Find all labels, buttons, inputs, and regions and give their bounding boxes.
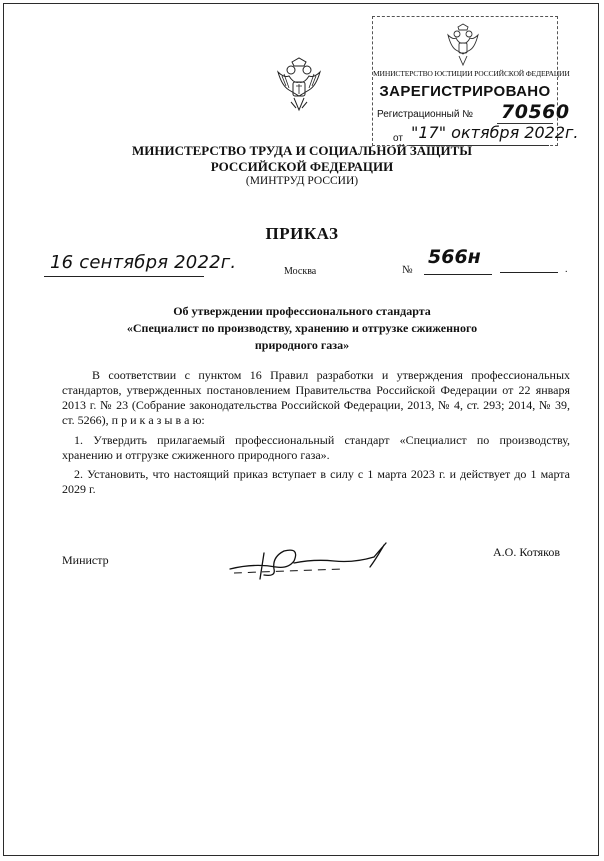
order-tail-line: [500, 272, 558, 273]
doc-title-line1: Об утверждении профессионального стандарта: [173, 304, 431, 318]
order-city: Москва: [284, 266, 317, 277]
registration-stamp: [372, 16, 579, 146]
doc-title-line2: «Специалист по производству, хранению и отгрузке сжиженного: [126, 321, 478, 335]
stamp-registered-text: ЗАРЕГИСТРИРОВАНО: [379, 83, 551, 100]
signature-icon: [224, 533, 404, 581]
stamp-date-label: от: [393, 133, 403, 144]
doc-title-line3: природного газа»: [254, 338, 350, 352]
order-date-handwritten: 16 сентября 2022г.: [50, 252, 237, 273]
stamp-date-value: "17" октября 2022г.: [411, 123, 579, 142]
ministry-short-name: (МИНТРУД РОССИИ): [245, 175, 359, 187]
stamp-reg-number: 70560: [501, 101, 570, 123]
document-type-heading: ПРИКАЗ: [265, 224, 339, 243]
stamp-reg-label: Регистрационный №: [377, 109, 473, 120]
order-number-handwritten: 566н: [428, 246, 481, 268]
ministry-name-line1: МИНИСТЕРСТВО ТРУДА И СОЦИАЛЬНОЙ ЗАЩИТЫ: [131, 143, 473, 158]
body-paragraph-1: 1. Утвердить прилагаемый профессиональный стандарт «Специалист по производству, хранению и отгрузке сжиженного природного газа».: [62, 433, 570, 462]
order-tail-dot: .: [565, 264, 568, 275]
ministry-name-line2: РОССИЙСКОЙ ФЕДЕРАЦИИ: [210, 159, 394, 174]
stamp-ministry-text: МИНИСТЕРСТВО ЮСТИЦИИ РОССИЙСКОЙ ФЕДЕРАЦИИ: [373, 69, 570, 78]
stamp-coat-of-arms-icon: [445, 23, 481, 69]
body-paragraph-preamble: В соответствии с пунктом 16 Правил разработки и утверждения профессиональных стандартов, утвержденных постановлением Правительства Российской Федерации от 22 января 2013 г. № 23 (Собрание законодательства Российской Федерации, 2013, № 4, ст. 293; 2014, № 39, ст. 5266), п р и к а з ы в а ю:: [62, 368, 570, 427]
signer-name: А.О. Котяков: [493, 545, 561, 559]
body-paragraph-2: 2. Установить, что настоящий приказ вступает в силу с 1 марта 2023 г. и действует до 1 марта 2029 г.: [62, 467, 570, 496]
signer-title: Министр: [62, 553, 109, 567]
order-date-underline: [44, 276, 204, 277]
order-number-underline: [424, 274, 492, 275]
coat-of-arms-icon: [274, 56, 324, 116]
order-number-label: №: [402, 264, 413, 276]
